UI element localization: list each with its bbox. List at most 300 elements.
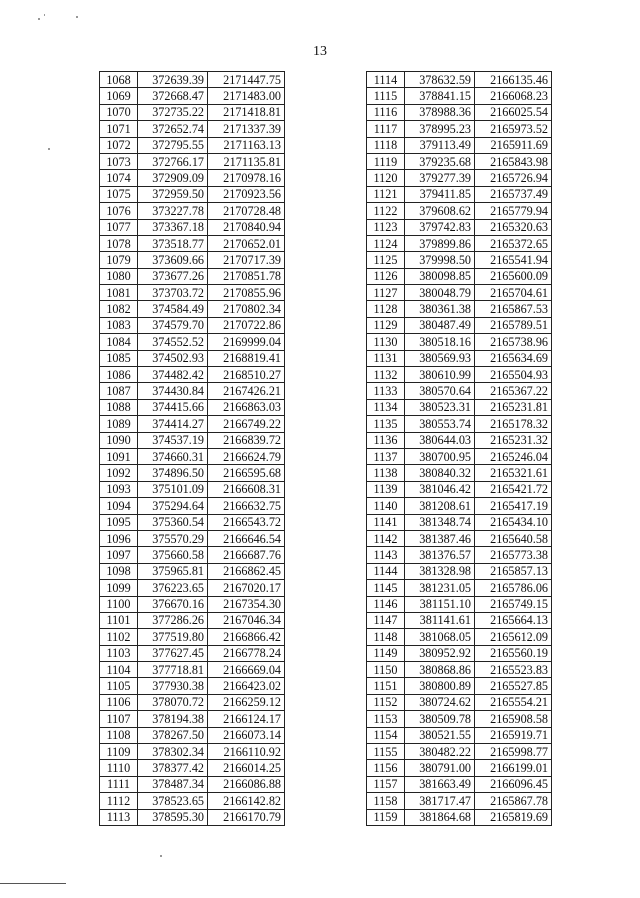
table-row bbox=[100, 367, 285, 383]
x-coordinate-cell: 379235.68 bbox=[405, 153, 475, 169]
x-coordinate-cell: 380868.86 bbox=[405, 662, 475, 678]
x-coordinate-cell: 374414.27 bbox=[138, 416, 208, 432]
point-number-cell: 1100 bbox=[100, 596, 138, 612]
point-number-cell: 1126 bbox=[367, 268, 405, 284]
x-coordinate-cell: 380840.32 bbox=[405, 465, 475, 481]
x-coordinate-cell: 374579.70 bbox=[138, 317, 208, 333]
table-row bbox=[367, 219, 552, 235]
point-number-cell: 1127 bbox=[367, 285, 405, 301]
table-row bbox=[100, 563, 285, 579]
y-coordinate-cell: 2166199.01 bbox=[475, 760, 552, 776]
x-coordinate-cell: 372652.74 bbox=[138, 121, 208, 137]
point-number-cell: 1129 bbox=[367, 317, 405, 333]
y-coordinate-cell: 2165919.71 bbox=[475, 727, 552, 743]
x-coordinate-cell: 373367.18 bbox=[138, 219, 208, 235]
point-number-cell: 1098 bbox=[100, 563, 138, 579]
point-number-cell: 1123 bbox=[367, 219, 405, 235]
table-row bbox=[100, 137, 285, 153]
table-row bbox=[367, 170, 552, 186]
table-row bbox=[367, 760, 552, 776]
x-coordinate-cell: 380791.00 bbox=[405, 760, 475, 776]
table-row bbox=[100, 252, 285, 268]
point-number-cell: 1069 bbox=[100, 88, 138, 104]
point-number-cell: 1084 bbox=[100, 334, 138, 350]
table-row bbox=[367, 530, 552, 546]
point-number-cell: 1151 bbox=[367, 678, 405, 694]
x-coordinate-cell: 381068.05 bbox=[405, 629, 475, 645]
point-number-cell: 1104 bbox=[100, 662, 138, 678]
y-coordinate-cell: 2165867.78 bbox=[475, 793, 552, 809]
coordinates-table-right bbox=[366, 71, 552, 826]
x-coordinate-cell: 374552.52 bbox=[138, 334, 208, 350]
point-number-cell: 1133 bbox=[367, 383, 405, 399]
x-coordinate-cell: 374660.31 bbox=[138, 448, 208, 464]
table-row bbox=[100, 399, 285, 415]
table-row bbox=[367, 612, 552, 628]
table-row bbox=[367, 137, 552, 153]
y-coordinate-cell: 2166073.14 bbox=[208, 727, 285, 743]
point-number-cell: 1120 bbox=[367, 170, 405, 186]
x-coordinate-cell: 372735.22 bbox=[138, 104, 208, 120]
y-coordinate-cell: 2165231.81 bbox=[475, 399, 552, 415]
point-number-cell: 1097 bbox=[100, 547, 138, 563]
y-coordinate-cell: 2165640.58 bbox=[475, 530, 552, 546]
table-row bbox=[100, 760, 285, 776]
table-row bbox=[367, 432, 552, 448]
x-coordinate-cell: 381231.05 bbox=[405, 580, 475, 596]
table-row bbox=[100, 317, 285, 333]
scan-speck bbox=[38, 18, 40, 20]
y-coordinate-cell: 2171163.13 bbox=[208, 137, 285, 153]
point-number-cell: 1137 bbox=[367, 448, 405, 464]
table-row bbox=[100, 678, 285, 694]
point-number-cell: 1140 bbox=[367, 498, 405, 514]
point-number-cell: 1128 bbox=[367, 301, 405, 317]
x-coordinate-cell: 380361.38 bbox=[405, 301, 475, 317]
x-coordinate-cell: 380509.78 bbox=[405, 711, 475, 727]
y-coordinate-cell: 2165541.94 bbox=[475, 252, 552, 268]
table-row bbox=[367, 547, 552, 563]
table-row bbox=[100, 530, 285, 546]
point-number-cell: 1089 bbox=[100, 416, 138, 432]
table-row bbox=[367, 383, 552, 399]
x-coordinate-cell: 381717.47 bbox=[405, 793, 475, 809]
table-row bbox=[367, 448, 552, 464]
y-coordinate-cell: 2166025.54 bbox=[475, 104, 552, 120]
point-number-cell: 1103 bbox=[100, 645, 138, 661]
scan-speck bbox=[44, 14, 45, 16]
y-coordinate-cell: 2165786.06 bbox=[475, 580, 552, 596]
table-row bbox=[367, 727, 552, 743]
point-number-cell: 1081 bbox=[100, 285, 138, 301]
y-coordinate-cell: 2166863.03 bbox=[208, 399, 285, 415]
x-coordinate-cell: 374584.49 bbox=[138, 301, 208, 317]
x-coordinate-cell: 375570.29 bbox=[138, 530, 208, 546]
table-row bbox=[367, 793, 552, 809]
x-coordinate-cell: 378194.38 bbox=[138, 711, 208, 727]
y-coordinate-cell: 2165738.96 bbox=[475, 334, 552, 350]
y-coordinate-cell: 2165973.52 bbox=[475, 121, 552, 137]
point-number-cell: 1070 bbox=[100, 104, 138, 120]
x-coordinate-cell: 380800.89 bbox=[405, 678, 475, 694]
point-number-cell: 1082 bbox=[100, 301, 138, 317]
table-row bbox=[367, 186, 552, 202]
table-row bbox=[367, 678, 552, 694]
point-number-cell: 1158 bbox=[367, 793, 405, 809]
point-number-cell: 1086 bbox=[100, 367, 138, 383]
point-number-cell: 1080 bbox=[100, 268, 138, 284]
y-coordinate-cell: 2170722.86 bbox=[208, 317, 285, 333]
y-coordinate-cell: 2165231.32 bbox=[475, 432, 552, 448]
table-row bbox=[367, 596, 552, 612]
y-coordinate-cell: 2170802.34 bbox=[208, 301, 285, 317]
point-number-cell: 1078 bbox=[100, 235, 138, 251]
scan-speck bbox=[160, 855, 162, 857]
y-coordinate-cell: 2165664.13 bbox=[475, 612, 552, 628]
y-coordinate-cell: 2171447.75 bbox=[208, 72, 285, 88]
y-coordinate-cell: 2167020.17 bbox=[208, 580, 285, 596]
table-row bbox=[100, 170, 285, 186]
point-number-cell: 1124 bbox=[367, 235, 405, 251]
scan-speck bbox=[48, 148, 50, 150]
y-coordinate-cell: 2165554.21 bbox=[475, 694, 552, 710]
x-coordinate-cell: 374537.19 bbox=[138, 432, 208, 448]
y-coordinate-cell: 2165178.32 bbox=[475, 416, 552, 432]
table-row bbox=[100, 662, 285, 678]
x-coordinate-cell: 378267.50 bbox=[138, 727, 208, 743]
y-coordinate-cell: 2167046.34 bbox=[208, 612, 285, 628]
table-row bbox=[100, 334, 285, 350]
y-coordinate-cell: 2165867.53 bbox=[475, 301, 552, 317]
table-row bbox=[367, 268, 552, 284]
x-coordinate-cell: 380700.95 bbox=[405, 448, 475, 464]
table-row bbox=[100, 219, 285, 235]
table-row bbox=[367, 563, 552, 579]
y-coordinate-cell: 2170717.39 bbox=[208, 252, 285, 268]
point-number-cell: 1136 bbox=[367, 432, 405, 448]
table-row bbox=[367, 629, 552, 645]
y-coordinate-cell: 2166110.92 bbox=[208, 744, 285, 760]
x-coordinate-cell: 373518.77 bbox=[138, 235, 208, 251]
x-coordinate-cell: 372668.47 bbox=[138, 88, 208, 104]
y-coordinate-cell: 2165320.63 bbox=[475, 219, 552, 235]
point-number-cell: 1101 bbox=[100, 612, 138, 628]
scan-speck bbox=[76, 16, 78, 18]
point-number-cell: 1092 bbox=[100, 465, 138, 481]
table-row bbox=[100, 268, 285, 284]
x-coordinate-cell: 380644.03 bbox=[405, 432, 475, 448]
table-row bbox=[367, 72, 552, 88]
x-coordinate-cell: 378377.42 bbox=[138, 760, 208, 776]
point-number-cell: 1153 bbox=[367, 711, 405, 727]
x-coordinate-cell: 378595.30 bbox=[138, 809, 208, 825]
y-coordinate-cell: 2166839.72 bbox=[208, 432, 285, 448]
x-coordinate-cell: 378841.15 bbox=[405, 88, 475, 104]
y-coordinate-cell: 2171337.39 bbox=[208, 121, 285, 137]
x-coordinate-cell: 380569.93 bbox=[405, 350, 475, 366]
table-row bbox=[367, 662, 552, 678]
x-coordinate-cell: 372909.09 bbox=[138, 170, 208, 186]
table-row bbox=[100, 547, 285, 563]
x-coordinate-cell: 377519.80 bbox=[138, 629, 208, 645]
point-number-cell: 1106 bbox=[100, 694, 138, 710]
point-number-cell: 1116 bbox=[367, 104, 405, 120]
point-number-cell: 1156 bbox=[367, 760, 405, 776]
table-row bbox=[367, 301, 552, 317]
table-row bbox=[367, 317, 552, 333]
x-coordinate-cell: 375360.54 bbox=[138, 514, 208, 530]
x-coordinate-cell: 380553.74 bbox=[405, 416, 475, 432]
y-coordinate-cell: 2170652.01 bbox=[208, 235, 285, 251]
y-coordinate-cell: 2166608.31 bbox=[208, 481, 285, 497]
point-number-cell: 1141 bbox=[367, 514, 405, 530]
table-row bbox=[367, 514, 552, 530]
y-coordinate-cell: 2165908.58 bbox=[475, 711, 552, 727]
point-number-cell: 1121 bbox=[367, 186, 405, 202]
x-coordinate-cell: 372766.17 bbox=[138, 153, 208, 169]
table-row bbox=[367, 367, 552, 383]
x-coordinate-cell: 378523.65 bbox=[138, 793, 208, 809]
point-number-cell: 1072 bbox=[100, 137, 138, 153]
x-coordinate-cell: 380521.55 bbox=[405, 727, 475, 743]
point-number-cell: 1134 bbox=[367, 399, 405, 415]
x-coordinate-cell: 380098.85 bbox=[405, 268, 475, 284]
point-number-cell: 1109 bbox=[100, 744, 138, 760]
y-coordinate-cell: 2166646.54 bbox=[208, 530, 285, 546]
x-coordinate-cell: 379742.83 bbox=[405, 219, 475, 235]
table-row bbox=[100, 186, 285, 202]
point-number-cell: 1083 bbox=[100, 317, 138, 333]
point-number-cell: 1090 bbox=[100, 432, 138, 448]
x-coordinate-cell: 379998.50 bbox=[405, 252, 475, 268]
x-coordinate-cell: 378995.23 bbox=[405, 121, 475, 137]
table-row bbox=[100, 285, 285, 301]
x-coordinate-cell: 381864.68 bbox=[405, 809, 475, 825]
y-coordinate-cell: 2165998.77 bbox=[475, 744, 552, 760]
y-coordinate-cell: 2166595.68 bbox=[208, 465, 285, 481]
x-coordinate-cell: 381208.61 bbox=[405, 498, 475, 514]
table-row bbox=[100, 612, 285, 628]
table-row bbox=[367, 744, 552, 760]
y-coordinate-cell: 2166086.88 bbox=[208, 776, 285, 792]
table-row bbox=[100, 416, 285, 432]
y-coordinate-cell: 2165527.85 bbox=[475, 678, 552, 694]
y-coordinate-cell: 2165857.13 bbox=[475, 563, 552, 579]
x-coordinate-cell: 374430.84 bbox=[138, 383, 208, 399]
table-row bbox=[367, 711, 552, 727]
table-row bbox=[100, 465, 285, 481]
point-number-cell: 1096 bbox=[100, 530, 138, 546]
y-coordinate-cell: 2168819.41 bbox=[208, 350, 285, 366]
point-number-cell: 1115 bbox=[367, 88, 405, 104]
x-coordinate-cell: 372959.50 bbox=[138, 186, 208, 202]
table-row bbox=[100, 448, 285, 464]
x-coordinate-cell: 379899.86 bbox=[405, 235, 475, 251]
x-coordinate-cell: 381046.42 bbox=[405, 481, 475, 497]
x-coordinate-cell: 380570.64 bbox=[405, 383, 475, 399]
x-coordinate-cell: 381663.49 bbox=[405, 776, 475, 792]
y-coordinate-cell: 2166014.25 bbox=[208, 760, 285, 776]
x-coordinate-cell: 380610.99 bbox=[405, 367, 475, 383]
y-coordinate-cell: 2167426.21 bbox=[208, 383, 285, 399]
y-coordinate-cell: 2165634.69 bbox=[475, 350, 552, 366]
point-number-cell: 1122 bbox=[367, 203, 405, 219]
x-coordinate-cell: 373703.72 bbox=[138, 285, 208, 301]
y-coordinate-cell: 2166624.79 bbox=[208, 448, 285, 464]
x-coordinate-cell: 374502.93 bbox=[138, 350, 208, 366]
y-coordinate-cell: 2166632.75 bbox=[208, 498, 285, 514]
y-coordinate-cell: 2165704.61 bbox=[475, 285, 552, 301]
table-row bbox=[367, 153, 552, 169]
x-coordinate-cell: 380482.22 bbox=[405, 744, 475, 760]
x-coordinate-cell: 381348.74 bbox=[405, 514, 475, 530]
y-coordinate-cell: 2171483.00 bbox=[208, 88, 285, 104]
y-coordinate-cell: 2165789.51 bbox=[475, 317, 552, 333]
y-coordinate-cell: 2167354.30 bbox=[208, 596, 285, 612]
point-number-cell: 1077 bbox=[100, 219, 138, 235]
y-coordinate-cell: 2171418.81 bbox=[208, 104, 285, 120]
point-number-cell: 1117 bbox=[367, 121, 405, 137]
bottom-rule bbox=[0, 883, 66, 884]
point-number-cell: 1094 bbox=[100, 498, 138, 514]
x-coordinate-cell: 381141.61 bbox=[405, 612, 475, 628]
point-number-cell: 1074 bbox=[100, 170, 138, 186]
y-coordinate-cell: 2166669.04 bbox=[208, 662, 285, 678]
y-coordinate-cell: 2166749.22 bbox=[208, 416, 285, 432]
point-number-cell: 1149 bbox=[367, 645, 405, 661]
y-coordinate-cell: 2171135.81 bbox=[208, 153, 285, 169]
point-number-cell: 1088 bbox=[100, 399, 138, 415]
table-row bbox=[100, 711, 285, 727]
point-number-cell: 1108 bbox=[100, 727, 138, 743]
table-row bbox=[100, 383, 285, 399]
x-coordinate-cell: 376223.65 bbox=[138, 580, 208, 596]
x-coordinate-cell: 380518.16 bbox=[405, 334, 475, 350]
point-number-cell: 1154 bbox=[367, 727, 405, 743]
point-number-cell: 1143 bbox=[367, 547, 405, 563]
x-coordinate-cell: 378487.34 bbox=[138, 776, 208, 792]
y-coordinate-cell: 2166068.23 bbox=[475, 88, 552, 104]
y-coordinate-cell: 2165367.22 bbox=[475, 383, 552, 399]
table-row bbox=[100, 235, 285, 251]
y-coordinate-cell: 2165726.94 bbox=[475, 170, 552, 186]
point-number-cell: 1148 bbox=[367, 629, 405, 645]
y-coordinate-cell: 2169999.04 bbox=[208, 334, 285, 350]
point-number-cell: 1159 bbox=[367, 809, 405, 825]
x-coordinate-cell: 380523.31 bbox=[405, 399, 475, 415]
x-coordinate-cell: 381376.57 bbox=[405, 547, 475, 563]
table-row bbox=[100, 498, 285, 514]
point-number-cell: 1113 bbox=[100, 809, 138, 825]
table-row bbox=[100, 744, 285, 760]
y-coordinate-cell: 2166135.46 bbox=[475, 72, 552, 88]
x-coordinate-cell: 373609.66 bbox=[138, 252, 208, 268]
x-coordinate-cell: 380724.62 bbox=[405, 694, 475, 710]
point-number-cell: 1119 bbox=[367, 153, 405, 169]
y-coordinate-cell: 2166142.82 bbox=[208, 793, 285, 809]
point-number-cell: 1091 bbox=[100, 448, 138, 464]
y-coordinate-cell: 2165417.19 bbox=[475, 498, 552, 514]
y-coordinate-cell: 2170978.16 bbox=[208, 170, 285, 186]
point-number-cell: 1087 bbox=[100, 383, 138, 399]
x-coordinate-cell: 379411.85 bbox=[405, 186, 475, 202]
x-coordinate-cell: 378988.36 bbox=[405, 104, 475, 120]
y-coordinate-cell: 2170840.94 bbox=[208, 219, 285, 235]
point-number-cell: 1144 bbox=[367, 563, 405, 579]
y-coordinate-cell: 2170923.56 bbox=[208, 186, 285, 202]
point-number-cell: 1099 bbox=[100, 580, 138, 596]
y-coordinate-cell: 2165421.72 bbox=[475, 481, 552, 497]
table-row bbox=[367, 580, 552, 596]
table-row bbox=[367, 465, 552, 481]
y-coordinate-cell: 2165612.09 bbox=[475, 629, 552, 645]
point-number-cell: 1114 bbox=[367, 72, 405, 88]
y-coordinate-cell: 2165504.93 bbox=[475, 367, 552, 383]
x-coordinate-cell: 378632.59 bbox=[405, 72, 475, 88]
table-row bbox=[100, 72, 285, 88]
table-row bbox=[367, 334, 552, 350]
table-row bbox=[367, 88, 552, 104]
y-coordinate-cell: 2165773.38 bbox=[475, 547, 552, 563]
table-row bbox=[367, 399, 552, 415]
table-row bbox=[100, 727, 285, 743]
table-row bbox=[100, 580, 285, 596]
point-number-cell: 1102 bbox=[100, 629, 138, 645]
table-row bbox=[100, 153, 285, 169]
point-number-cell: 1110 bbox=[100, 760, 138, 776]
x-coordinate-cell: 379113.49 bbox=[405, 137, 475, 153]
y-coordinate-cell: 2165560.19 bbox=[475, 645, 552, 661]
x-coordinate-cell: 374415.66 bbox=[138, 399, 208, 415]
y-coordinate-cell: 2165434.10 bbox=[475, 514, 552, 530]
x-coordinate-cell: 378302.34 bbox=[138, 744, 208, 760]
y-coordinate-cell: 2166096.45 bbox=[475, 776, 552, 792]
table-row bbox=[367, 121, 552, 137]
x-coordinate-cell: 379608.62 bbox=[405, 203, 475, 219]
x-coordinate-cell: 380048.79 bbox=[405, 285, 475, 301]
point-number-cell: 1142 bbox=[367, 530, 405, 546]
point-number-cell: 1073 bbox=[100, 153, 138, 169]
table-row bbox=[100, 481, 285, 497]
x-coordinate-cell: 377627.45 bbox=[138, 645, 208, 661]
table-row bbox=[367, 809, 552, 825]
point-number-cell: 1152 bbox=[367, 694, 405, 710]
point-number-cell: 1075 bbox=[100, 186, 138, 202]
table-row bbox=[100, 694, 285, 710]
y-coordinate-cell: 2166778.24 bbox=[208, 645, 285, 661]
point-number-cell: 1132 bbox=[367, 367, 405, 383]
x-coordinate-cell: 377718.81 bbox=[138, 662, 208, 678]
table-row bbox=[367, 694, 552, 710]
table-row bbox=[367, 645, 552, 661]
x-coordinate-cell: 375660.58 bbox=[138, 547, 208, 563]
x-coordinate-cell: 380952.92 bbox=[405, 645, 475, 661]
point-number-cell: 1079 bbox=[100, 252, 138, 268]
x-coordinate-cell: 375965.81 bbox=[138, 563, 208, 579]
point-number-cell: 1157 bbox=[367, 776, 405, 792]
point-number-cell: 1139 bbox=[367, 481, 405, 497]
y-coordinate-cell: 2165843.98 bbox=[475, 153, 552, 169]
y-coordinate-cell: 2165911.69 bbox=[475, 137, 552, 153]
x-coordinate-cell: 375294.64 bbox=[138, 498, 208, 514]
table-row bbox=[367, 203, 552, 219]
y-coordinate-cell: 2166543.72 bbox=[208, 514, 285, 530]
x-coordinate-cell: 379277.39 bbox=[405, 170, 475, 186]
point-number-cell: 1146 bbox=[367, 596, 405, 612]
table-row bbox=[100, 514, 285, 530]
point-number-cell: 1105 bbox=[100, 678, 138, 694]
point-number-cell: 1095 bbox=[100, 514, 138, 530]
